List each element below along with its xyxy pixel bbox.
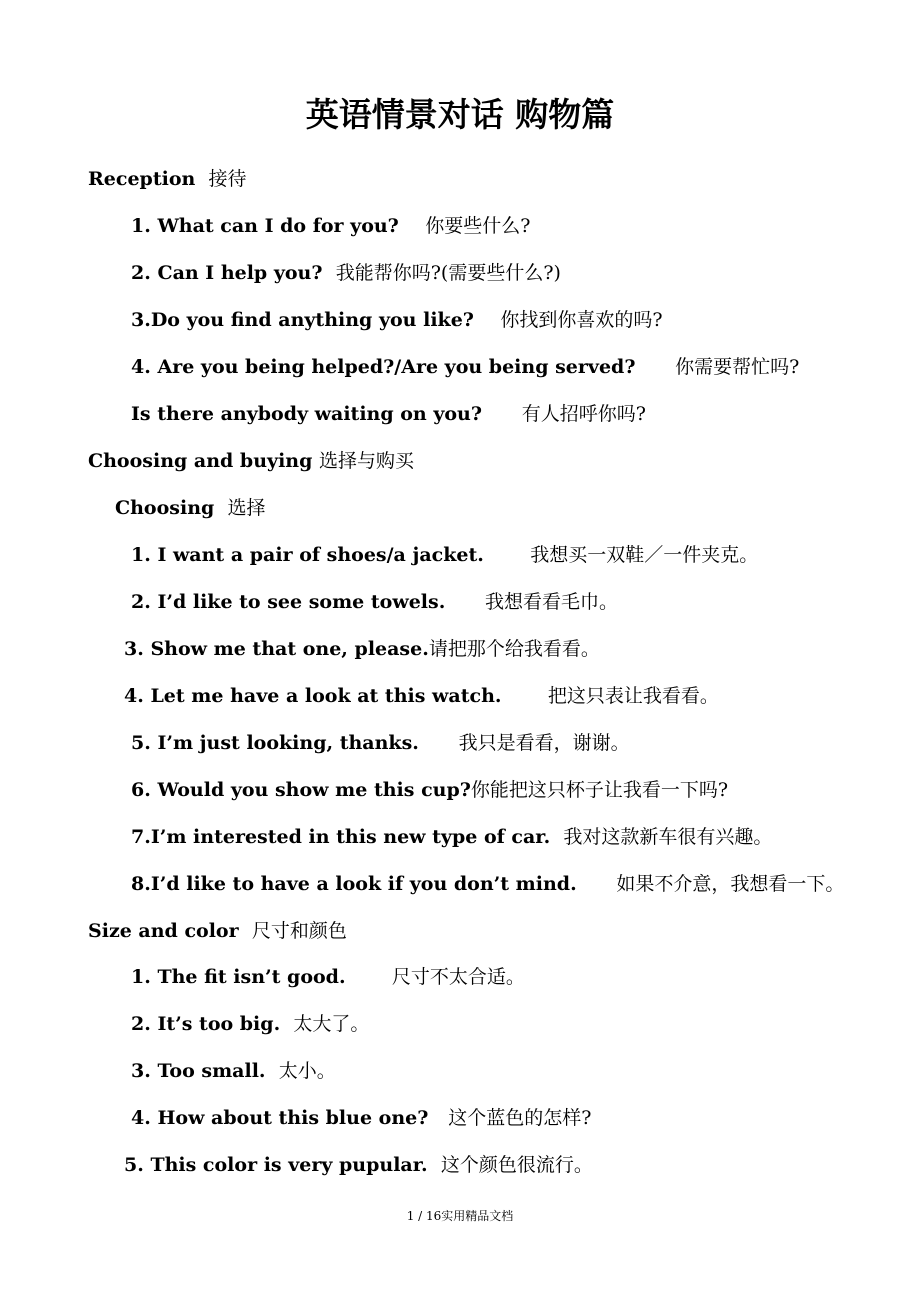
page-title: 英语情景对话 购物篇 (305, 95, 615, 134)
dialogue-line: 3. Too small. 太小。 (131, 1060, 336, 1082)
dialogue-line: 2. It’s too big. 太大了。 (131, 1013, 370, 1035)
subsection-heading-choosing: Choosing 选择 (115, 497, 266, 519)
dialogue-line: 4. How about this blue one? 这个蓝色的怎样? (131, 1107, 592, 1129)
dialogue-line: 3.Do you find anything you like? 你找到你喜欢的吗? (131, 309, 663, 331)
dialogue-line: 4. Let me have a look at this watch. 把这只表让我看看。 (124, 685, 719, 707)
dialogue-line: 2. I’d like to see some towels. 我想看看毛巾。 (131, 591, 619, 613)
section-heading-reception: Reception 接待 (88, 168, 247, 190)
page-footer: 1 / 16实用精品文档 (406, 1209, 514, 1223)
dialogue-line: 1. I want a pair of shoes/a jacket. 我想买一双鞋／一件夹克。 (131, 544, 759, 566)
section-heading-choosing-and-buying: Choosing and buying 选择与购买 (88, 450, 415, 472)
dialogue-line: 2. Can I help you? 我能帮你吗?(需要些什么?) (131, 262, 561, 284)
dialogue-line: 7.I’m interested in this new type of car. 我对这款新车很有兴趣。 (131, 826, 773, 848)
dialogue-line: 1. The fit isn’t good. 尺寸不太合适。 (131, 966, 525, 988)
dialogue-line: 8.I’d like to have a look if you don’t mind. 如果不介意，我想看一下。 (131, 873, 845, 895)
section-heading-size-and-color: Size and color 尺寸和颜色 (88, 920, 347, 942)
dialogue-line: 5. This color is very pupular. 这个颜色很流行。 (124, 1154, 593, 1176)
dialogue-line: 4. Are you being helped?/Are you being served? 你需要帮忙吗? (131, 356, 800, 378)
dialogue-line: 5. I’m just looking, thanks. 我只是看看，谢谢。 (131, 732, 630, 754)
dialogue-line: 1. What can I do for you? 你要些什么? (131, 215, 531, 237)
dialogue-line: 6. Would you show me this cup?你能把这只杯子让我看一下吗? (131, 779, 729, 801)
dialogue-line: Is there anybody waiting on you? 有人招呼你吗? (131, 403, 646, 425)
dialogue-line: 3. Show me that one, please.请把那个给我看看。 (124, 638, 600, 660)
